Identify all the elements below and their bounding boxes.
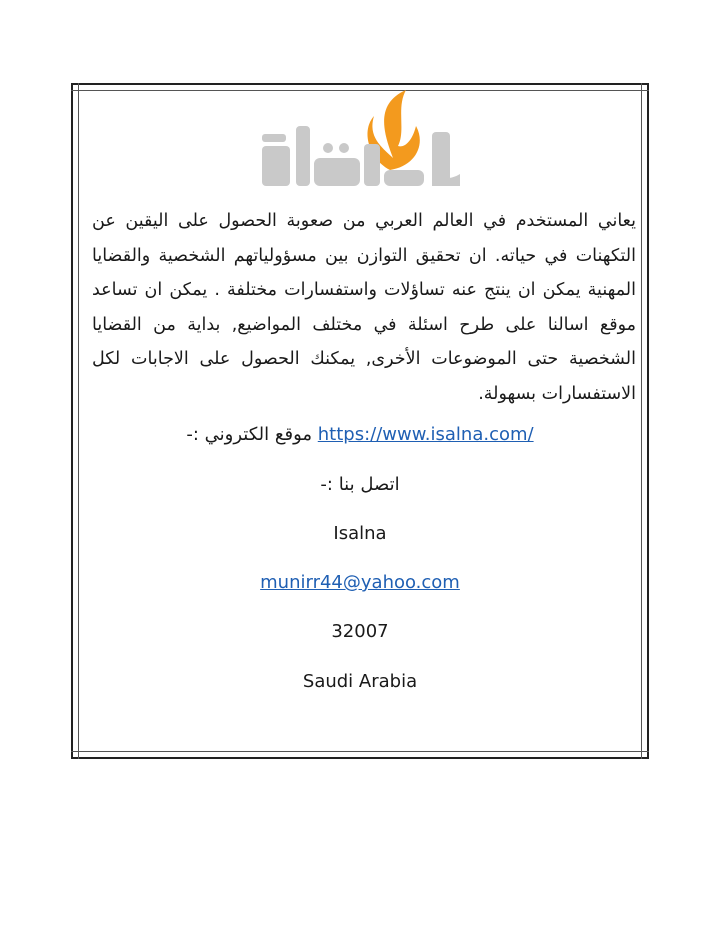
border-tick [71, 90, 78, 91]
border-tick [78, 83, 79, 90]
email-link[interactable]: munirr44@yahoo.com [260, 572, 460, 593]
border-tick [641, 752, 642, 759]
logo-wordmark [262, 126, 460, 186]
isalna-logo [256, 86, 466, 190]
border-tick [642, 751, 649, 752]
website-link[interactable]: https://www.isalna.com/ [317, 424, 534, 445]
border-tick [642, 90, 649, 91]
border-tick [78, 752, 79, 759]
contact-heading: اتصل بنا :- [320, 474, 400, 495]
country: Saudi Arabia [302, 671, 418, 692]
description-paragraph: يعاني المستخدم في العالم العربي من صعوبة الحصول على اليقين عن التكهنات في حياته. ان تحقيق التوازن بين مسؤولياتهم الشخصية والقضايا المهنية يمكن ان ينتج عنه تساؤلات واستفسارات مختلفة . يمكن ان تساعد موقع اسالنا على طرح اسئلة في مختلف المواضيع, بداية من القضايا الشخصية حتى الموضوعات الأخرى, يمكنك الحصول على الاجابات لكل الاستفسارات بسهولة. [92, 211, 636, 404]
postal-code: 32007 [331, 621, 389, 642]
border-tick [71, 751, 78, 752]
border-tick [641, 83, 642, 90]
website-line [82, 424, 638, 445]
email-line [82, 572, 638, 593]
company-name: Isalna [333, 523, 387, 544]
logo-graphic [256, 86, 466, 190]
website-label: موقع الكتروني :- [186, 424, 313, 445]
